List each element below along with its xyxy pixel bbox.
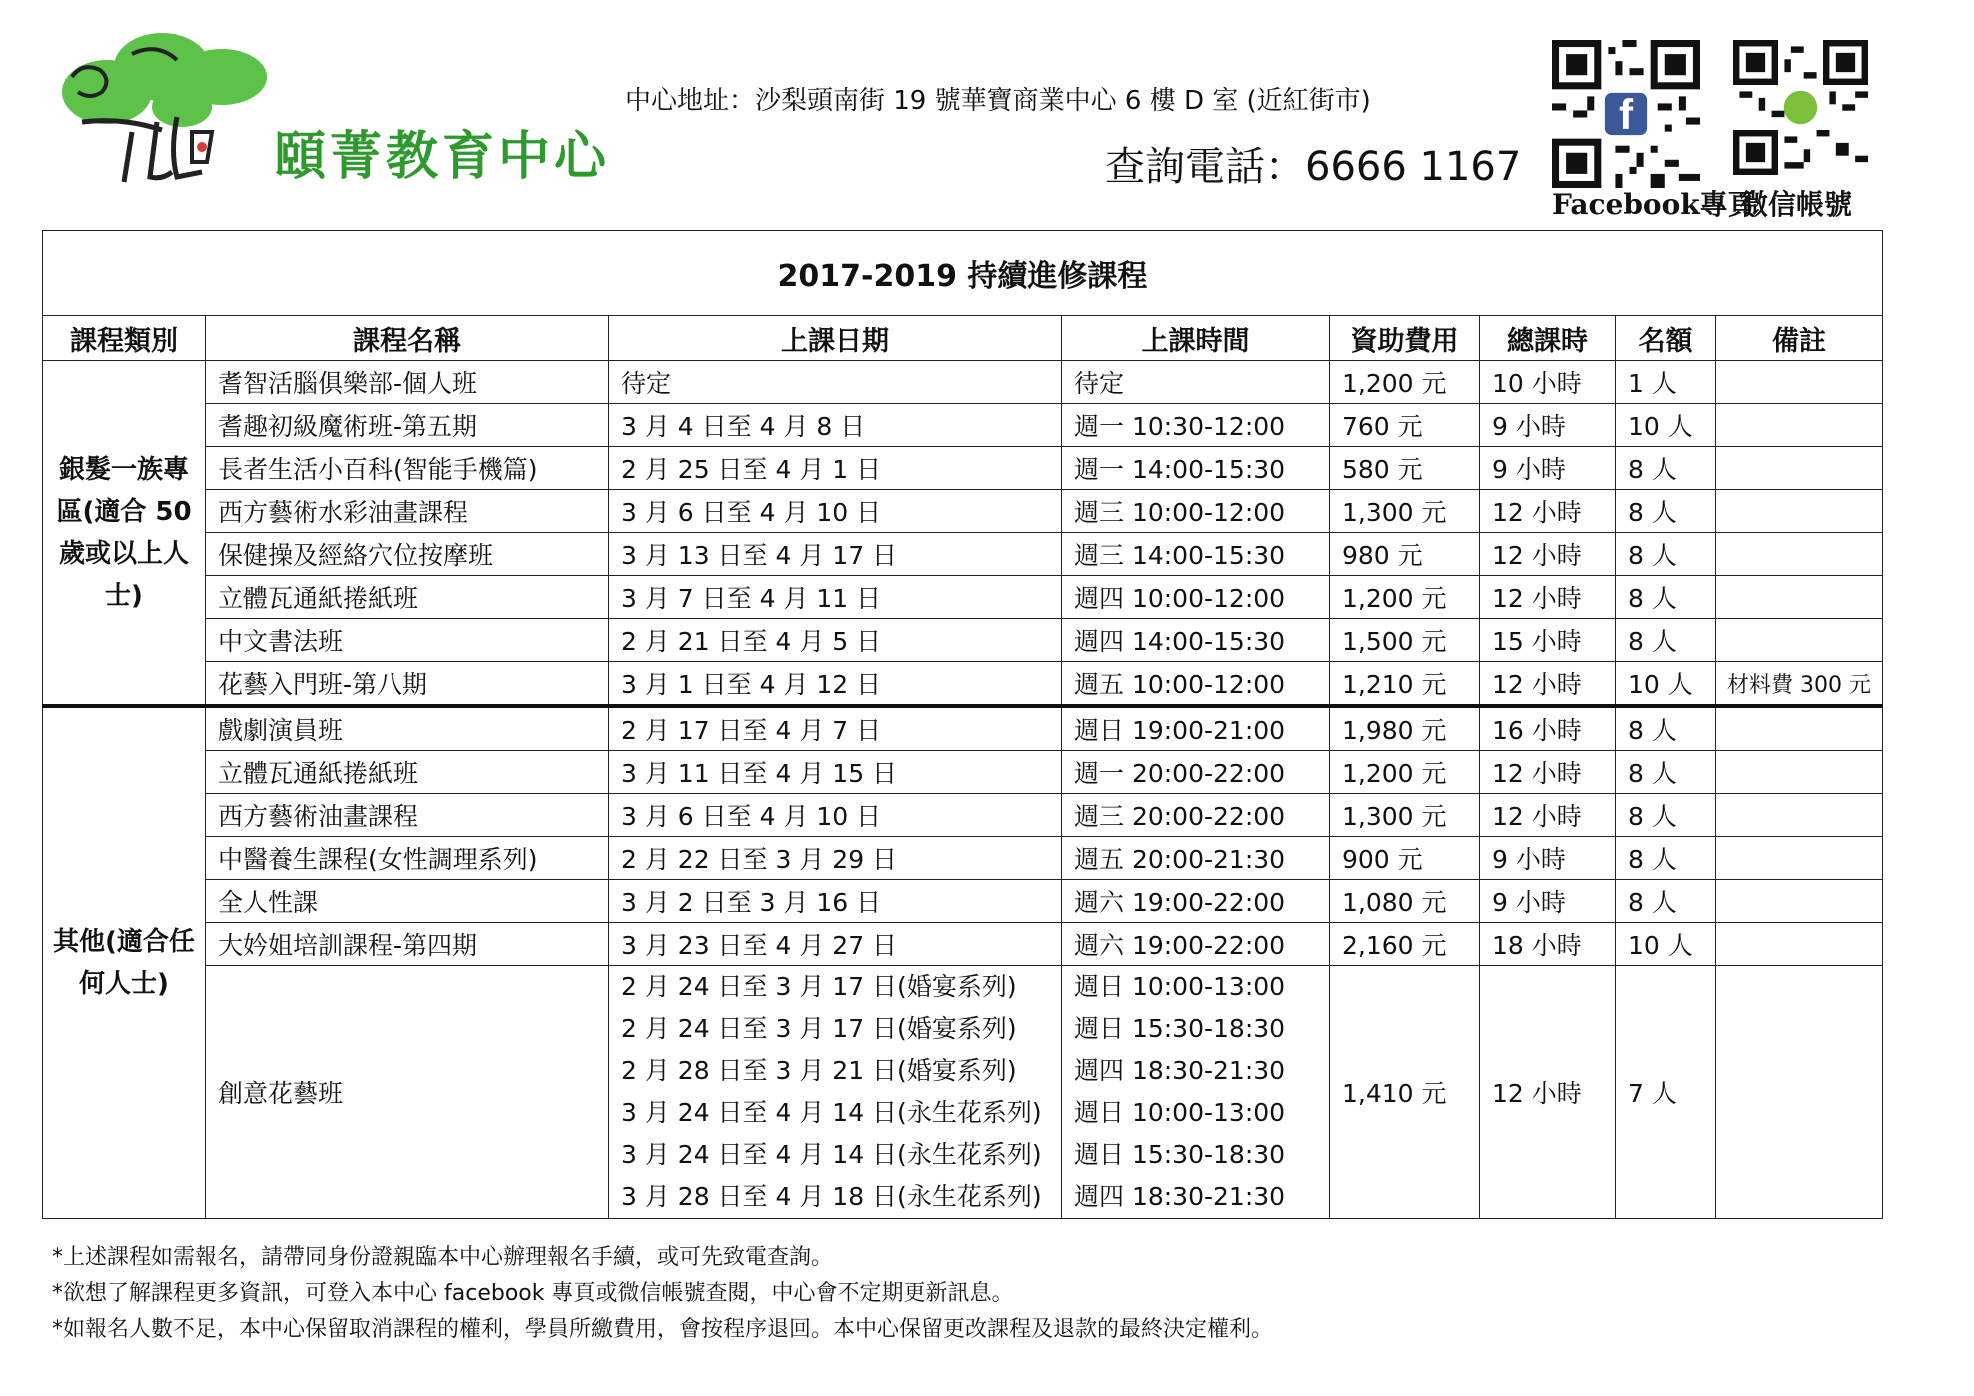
course-name: 創意花藝班 — [206, 966, 609, 1219]
column-header: 總課時 — [1480, 316, 1616, 361]
course-remark — [1716, 447, 1883, 490]
course-quota: 1 人 — [1616, 361, 1716, 404]
course-fee: 1,200 元 — [1330, 751, 1480, 794]
course-name: 西方藝術油畫課程 — [206, 794, 609, 837]
course-quota: 8 人 — [1616, 837, 1716, 880]
course-fee: 900 元 — [1330, 837, 1480, 880]
table-row — [43, 923, 1883, 966]
course-remark — [1716, 837, 1883, 880]
facebook-qr-label: Facebook專頁 — [1552, 188, 1756, 221]
table-row — [43, 576, 1883, 619]
course-hours: 12 小時 — [1480, 662, 1616, 707]
course-name: 大妗姐培訓課程-第四期 — [206, 923, 609, 966]
column-header: 上課日期 — [609, 316, 1062, 361]
header-row — [43, 316, 1883, 361]
course-quota: 8 人 — [1616, 880, 1716, 923]
column-header: 課程類別 — [43, 316, 206, 361]
course-time: 週一 10:30-12:00 — [1062, 404, 1330, 447]
course-name: 耆趣初級魔術班-第五期 — [206, 404, 609, 447]
course-hours: 12 小時 — [1480, 490, 1616, 533]
course-name: 保健操及經絡穴位按摩班 — [206, 533, 609, 576]
course-hours: 12 小時 — [1480, 751, 1616, 794]
course-quota: 8 人 — [1616, 751, 1716, 794]
course-date: 3 月 13 日至 4 月 17 日 — [609, 533, 1062, 576]
footnote: *欲想了解課程更多資訊，可登入本中心 facebook 專頁或微信帳號查閱，中心會不定期更新訊息。 — [52, 1281, 1014, 1306]
footnote: *如報名人數不足，本中心保留取消課程的權利，學員所繳費用，會按程序退回。本中心保留更改課程及退款的最終決定權利。 — [52, 1317, 1274, 1342]
course-quota: 7 人 — [1616, 966, 1716, 1219]
course-hours: 12 小時 — [1480, 576, 1616, 619]
course-fee: 1,410 元 — [1330, 966, 1480, 1219]
course-fee: 580 元 — [1330, 447, 1480, 490]
enquiry-phone: 查詢電話：6666 1167 — [1105, 144, 1522, 190]
svg-text:f: f — [1618, 90, 1634, 138]
course-date: 3 月 6 日至 4 月 10 日 — [609, 794, 1062, 837]
course-name: 戲劇演員班 — [206, 706, 609, 751]
course-quota: 8 人 — [1616, 794, 1716, 837]
course-hours: 9 小時 — [1480, 837, 1616, 880]
course-remark — [1716, 880, 1883, 923]
table-row — [43, 404, 1883, 447]
course-quota: 8 人 — [1616, 576, 1716, 619]
course-fee: 2,160 元 — [1330, 923, 1480, 966]
course-date: 3 月 24 日至 4 月 14 日(永生花系列) — [621, 1140, 1042, 1169]
table-row — [43, 447, 1883, 490]
course-date: 2 月 24 日至 3 月 17 日(婚宴系列) — [621, 1014, 1017, 1043]
course-time: 週一 14:00-15:30 — [1062, 447, 1330, 490]
course-date-list — [609, 966, 1062, 1219]
course-date: 待定 — [609, 361, 1062, 404]
course-name: 立體瓦通紙捲紙班 — [206, 576, 609, 619]
course-date: 3 月 7 日至 4 月 11 日 — [609, 576, 1062, 619]
course-time: 週日 19:00-21:00 — [1062, 706, 1330, 751]
course-date: 2 月 28 日至 3 月 21 日(婚宴系列) — [621, 1056, 1017, 1085]
course-remark — [1716, 966, 1883, 1219]
table-row — [43, 619, 1883, 662]
course-hours: 15 小時 — [1480, 619, 1616, 662]
table-row — [43, 880, 1883, 923]
column-header: 名額 — [1616, 316, 1716, 361]
course-fee: 1,200 元 — [1330, 361, 1480, 404]
table-row — [43, 361, 1883, 404]
course-date: 2 月 25 日至 4 月 1 日 — [609, 447, 1062, 490]
course-time: 週日 15:30-18:30 — [1074, 1140, 1286, 1169]
course-remark — [1716, 751, 1883, 794]
course-time: 週六 19:00-22:00 — [1062, 880, 1330, 923]
course-schedule-table — [42, 230, 1883, 1219]
table-row — [43, 837, 1883, 880]
table-title: 2017-2019 持續進修課程 — [43, 231, 1883, 316]
footnote: *上述課程如需報名，請帶同身份證親臨本中心辦理報名手續，或可先致電查詢。 — [52, 1245, 834, 1270]
course-date: 3 月 11 日至 4 月 15 日 — [609, 751, 1062, 794]
course-fee: 1,300 元 — [1330, 490, 1480, 533]
course-remark: 材料費 300 元 — [1716, 662, 1883, 707]
table-row — [43, 706, 1883, 751]
course-hours: 16 小時 — [1480, 706, 1616, 751]
course-hours: 12 小時 — [1480, 794, 1616, 837]
course-remark — [1716, 490, 1883, 533]
course-fee: 980 元 — [1330, 533, 1480, 576]
tree-logo-icon — [52, 22, 282, 197]
course-date: 3 月 23 日至 4 月 27 日 — [609, 923, 1062, 966]
course-remark — [1716, 619, 1883, 662]
course-hours: 9 小時 — [1480, 404, 1616, 447]
course-fee: 1,500 元 — [1330, 619, 1480, 662]
course-hours: 12 小時 — [1480, 533, 1616, 576]
course-name: 全人性課 — [206, 880, 609, 923]
course-date: 2 月 22 日至 3 月 29 日 — [609, 837, 1062, 880]
column-header: 課程名稱 — [206, 316, 609, 361]
course-name: 中文書法班 — [206, 619, 609, 662]
center-logo — [52, 22, 611, 197]
center-address: 中心地址：沙梨頭南街 19 號華寶商業中心 6 樓 D 室 (近紅街市) — [625, 86, 1371, 116]
course-quota: 8 人 — [1616, 533, 1716, 576]
course-time: 週四 18:30-21:30 — [1074, 1182, 1286, 1211]
category-other: 其他(適合任何人士) — [43, 706, 206, 1219]
course-remark — [1716, 794, 1883, 837]
course-remark — [1716, 706, 1883, 751]
category-silver: 銀髮一族專區(適合 50 歲或以上人士) — [43, 361, 206, 707]
course-quota: 10 人 — [1616, 923, 1716, 966]
course-time: 週日 10:00-13:00 — [1074, 972, 1286, 1001]
course-time: 待定 — [1062, 361, 1330, 404]
course-time: 週一 20:00-22:00 — [1062, 751, 1330, 794]
course-hours: 9 小時 — [1480, 880, 1616, 923]
course-date: 3 月 6 日至 4 月 10 日 — [609, 490, 1062, 533]
course-quota: 10 人 — [1616, 662, 1716, 707]
table-row — [43, 533, 1883, 576]
course-date: 2 月 21 日至 4 月 5 日 — [609, 619, 1062, 662]
course-time: 週三 10:00-12:00 — [1062, 490, 1330, 533]
course-date: 3 月 1 日至 4 月 12 日 — [609, 662, 1062, 707]
course-fee: 1,200 元 — [1330, 576, 1480, 619]
course-time: 週三 14:00-15:30 — [1062, 533, 1330, 576]
table-row — [43, 490, 1883, 533]
course-remark — [1716, 533, 1883, 576]
course-hours: 12 小時 — [1480, 966, 1616, 1219]
course-date: 3 月 28 日至 4 月 18 日(永生花系列) — [621, 1182, 1042, 1211]
course-time-list — [1062, 966, 1330, 1219]
course-name: 西方藝術水彩油畫課程 — [206, 490, 609, 533]
course-time: 週六 19:00-22:00 — [1062, 923, 1330, 966]
course-name: 花藝入門班-第八期 — [206, 662, 609, 707]
course-fee: 1,300 元 — [1330, 794, 1480, 837]
course-time: 週日 10:00-13:00 — [1074, 1098, 1286, 1127]
table-row — [43, 751, 1883, 794]
course-time: 週四 10:00-12:00 — [1062, 576, 1330, 619]
course-time: 週五 10:00-12:00 — [1062, 662, 1330, 707]
course-hours: 9 小時 — [1480, 447, 1616, 490]
course-name: 耆智活腦俱樂部-個人班 — [206, 361, 609, 404]
course-date: 3 月 4 日至 4 月 8 日 — [609, 404, 1062, 447]
course-remark — [1716, 576, 1883, 619]
wechat-qr-label: 微信帳號 — [1740, 188, 1853, 221]
column-header: 資助費用 — [1330, 316, 1480, 361]
course-fee: 1,080 元 — [1330, 880, 1480, 923]
wechat-qr-code-icon[interactable] — [1733, 40, 1868, 175]
course-fee: 1,210 元 — [1330, 662, 1480, 707]
course-hours: 10 小時 — [1480, 361, 1616, 404]
course-fee: 1,980 元 — [1330, 706, 1480, 751]
course-remark — [1716, 361, 1883, 404]
course-fee: 760 元 — [1330, 404, 1480, 447]
table-row — [43, 794, 1883, 837]
course-time: 週日 15:30-18:30 — [1074, 1014, 1286, 1043]
column-header: 上課時間 — [1062, 316, 1330, 361]
center-name: 頤菁教育中心 — [274, 126, 611, 187]
course-date: 3 月 24 日至 4 月 14 日(永生花系列) — [621, 1098, 1042, 1127]
course-quota: 10 人 — [1616, 404, 1716, 447]
course-time: 週三 20:00-22:00 — [1062, 794, 1330, 837]
course-quota: 8 人 — [1616, 706, 1716, 751]
course-name: 中醫養生課程(女性調理系列) — [206, 837, 609, 880]
facebook-qr-code-icon[interactable] — [1552, 40, 1700, 188]
course-date: 2 月 24 日至 3 月 17 日(婚宴系列) — [621, 972, 1017, 1001]
table-row — [43, 966, 1883, 1219]
course-time: 週四 18:30-21:30 — [1074, 1056, 1286, 1085]
course-hours: 18 小時 — [1480, 923, 1616, 966]
course-date: 2 月 17 日至 4 月 7 日 — [609, 706, 1062, 751]
course-date: 3 月 2 日至 3 月 16 日 — [609, 880, 1062, 923]
table-row — [43, 662, 1883, 707]
course-time: 週四 14:00-15:30 — [1062, 619, 1330, 662]
course-remark — [1716, 923, 1883, 966]
column-header: 備註 — [1716, 316, 1883, 361]
course-time: 週五 20:00-21:30 — [1062, 837, 1330, 880]
course-quota: 8 人 — [1616, 619, 1716, 662]
course-name: 立體瓦通紙捲紙班 — [206, 751, 609, 794]
course-name: 長者生活小百科(智能手機篇) — [206, 447, 609, 490]
course-remark — [1716, 404, 1883, 447]
course-quota: 8 人 — [1616, 447, 1716, 490]
course-quota: 8 人 — [1616, 490, 1716, 533]
